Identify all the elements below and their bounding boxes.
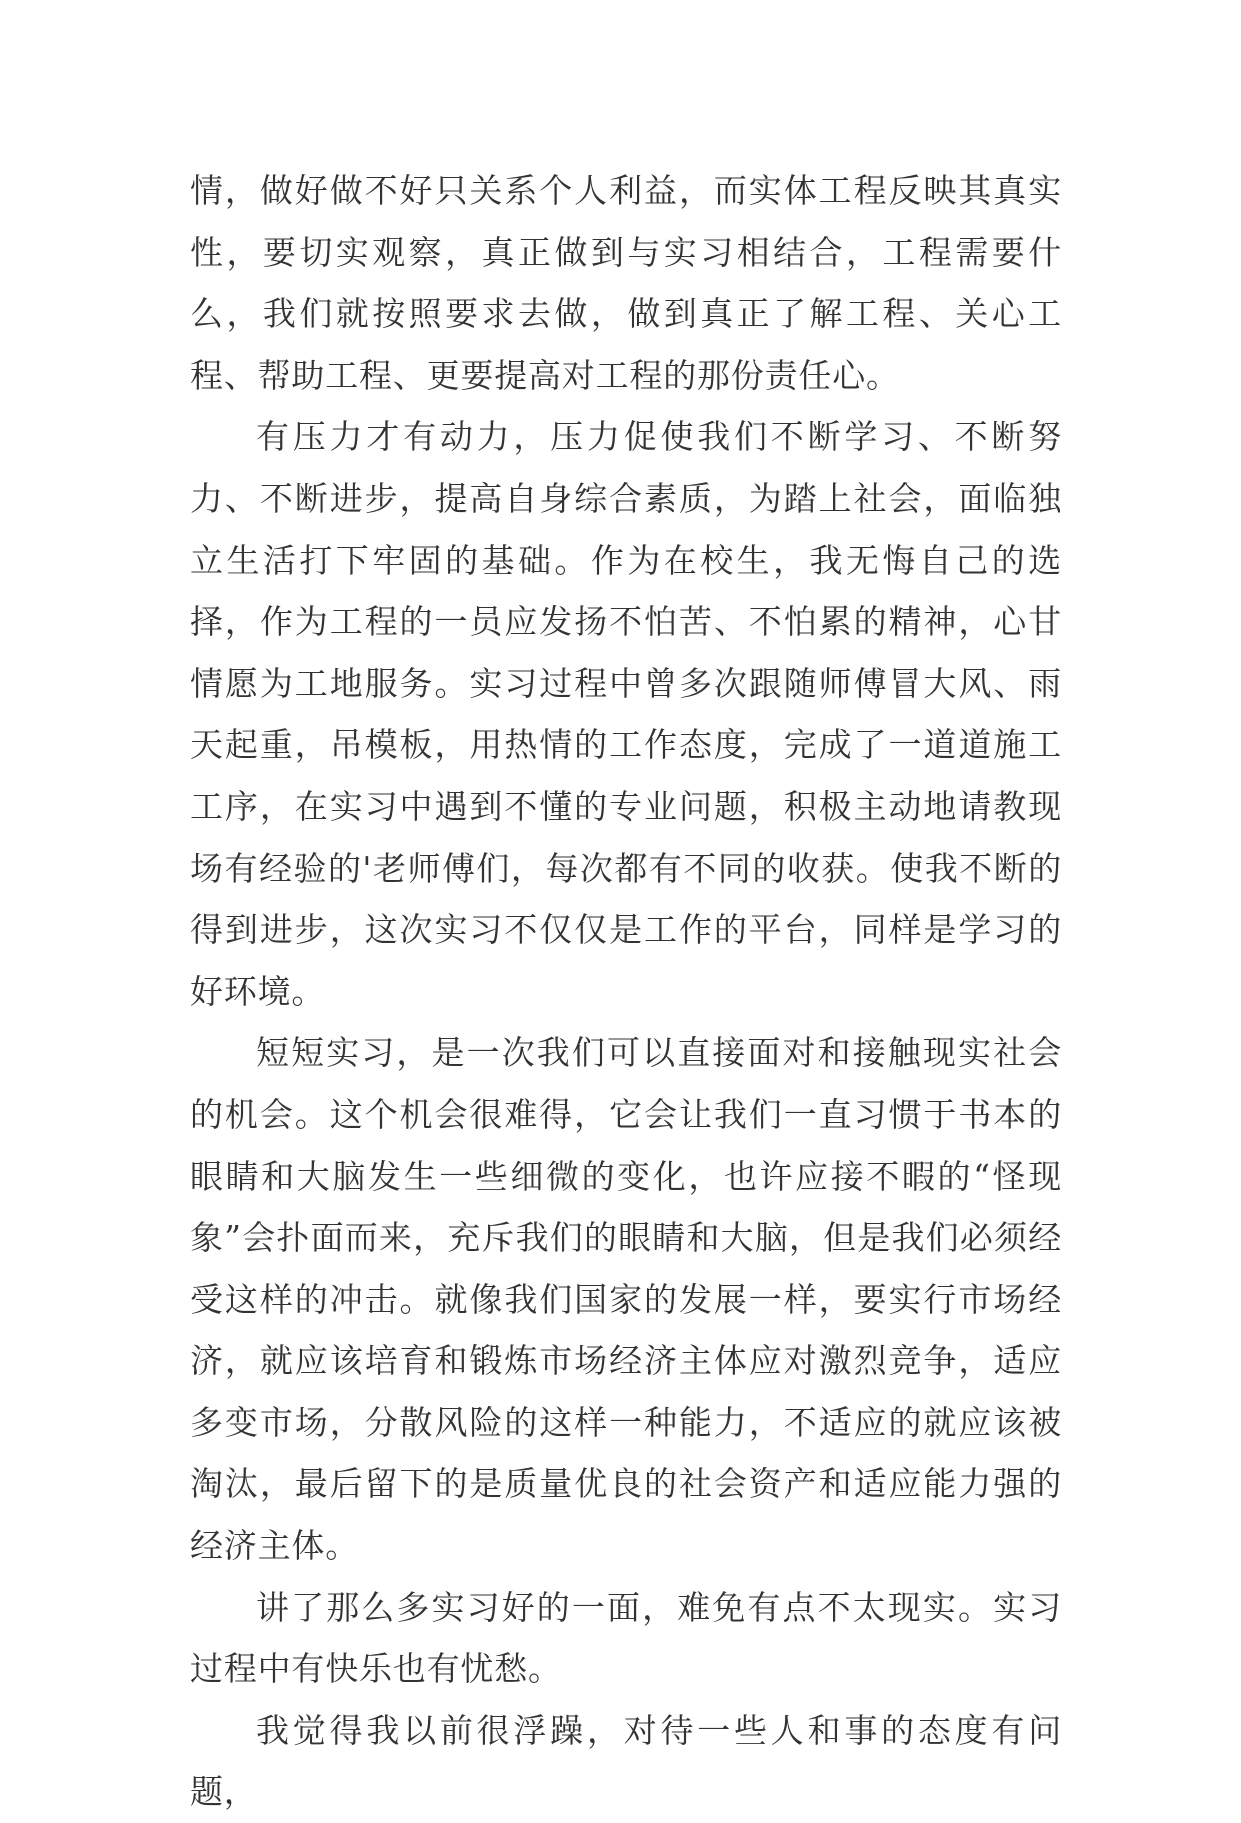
paragraph-2: 有压力才有动力，压力促使我们不断学习、不断努力、不断进步，提高自身综合素质，为踏上社会，面临独立生活打下牢固的基础。作为在校生，我无悔自己的选择，作为工程的一员应发扬不怕苦、不怕累的精神，心甘情愿为工地服务。实习过程中曾多次跟随师傅冒大风、雨天起重，吊模板，用热情的工作态度，完成了一道道施工工序，在实习中遇到不懂的专业问题，积极主动地请教现场有经验的'老师傅们，每次都有不同的收获。使我不断的得到进步，这次实习不仅仅是工作的平台，同样是学习的好环境。 <box>190 417 1062 1011</box>
paragraph-5: 我觉得我以前很浮躁，对待一些人和事的态度有问题， <box>190 1710 1062 1812</box>
paragraph-4: 讲了那么多实习好的一面，难免有点不太现实。实习过程中有快乐也有忧愁。 <box>190 1587 1062 1689</box>
document-body <box>190 160 1062 1823</box>
paragraph-1: 情，做好做不好只关系个人利益，而实体工程反映其真实性，要切实观察，真正做到与实习相结合，工程需要什么，我们就按照要求去做，做到真正了解工程、关心工程、帮助工程、更要提高对工程的那份责任心。 <box>190 171 1062 395</box>
paragraph-3: 短短实习，是一次我们可以直接面对和接触现实社会的机会。这个机会很难得，它会让我们一直习惯于书本的眼睛和大脑发生一些细微的变化，也许应接不暇的“怪现象”会扑面而来，充斥我们的眼睛和大脑，但是我们必须经受这样的冲击。就像我们国家的发展一样，要实行市场经济，就应该培育和锻炼市场经济主体应对激烈竞争，适应多变市场，分散风险的这样一种能力，不适应的就应该被淘汰，最后留下的是质量优良的社会资产和适应能力强的经济主体。 <box>190 1033 1062 1566</box>
